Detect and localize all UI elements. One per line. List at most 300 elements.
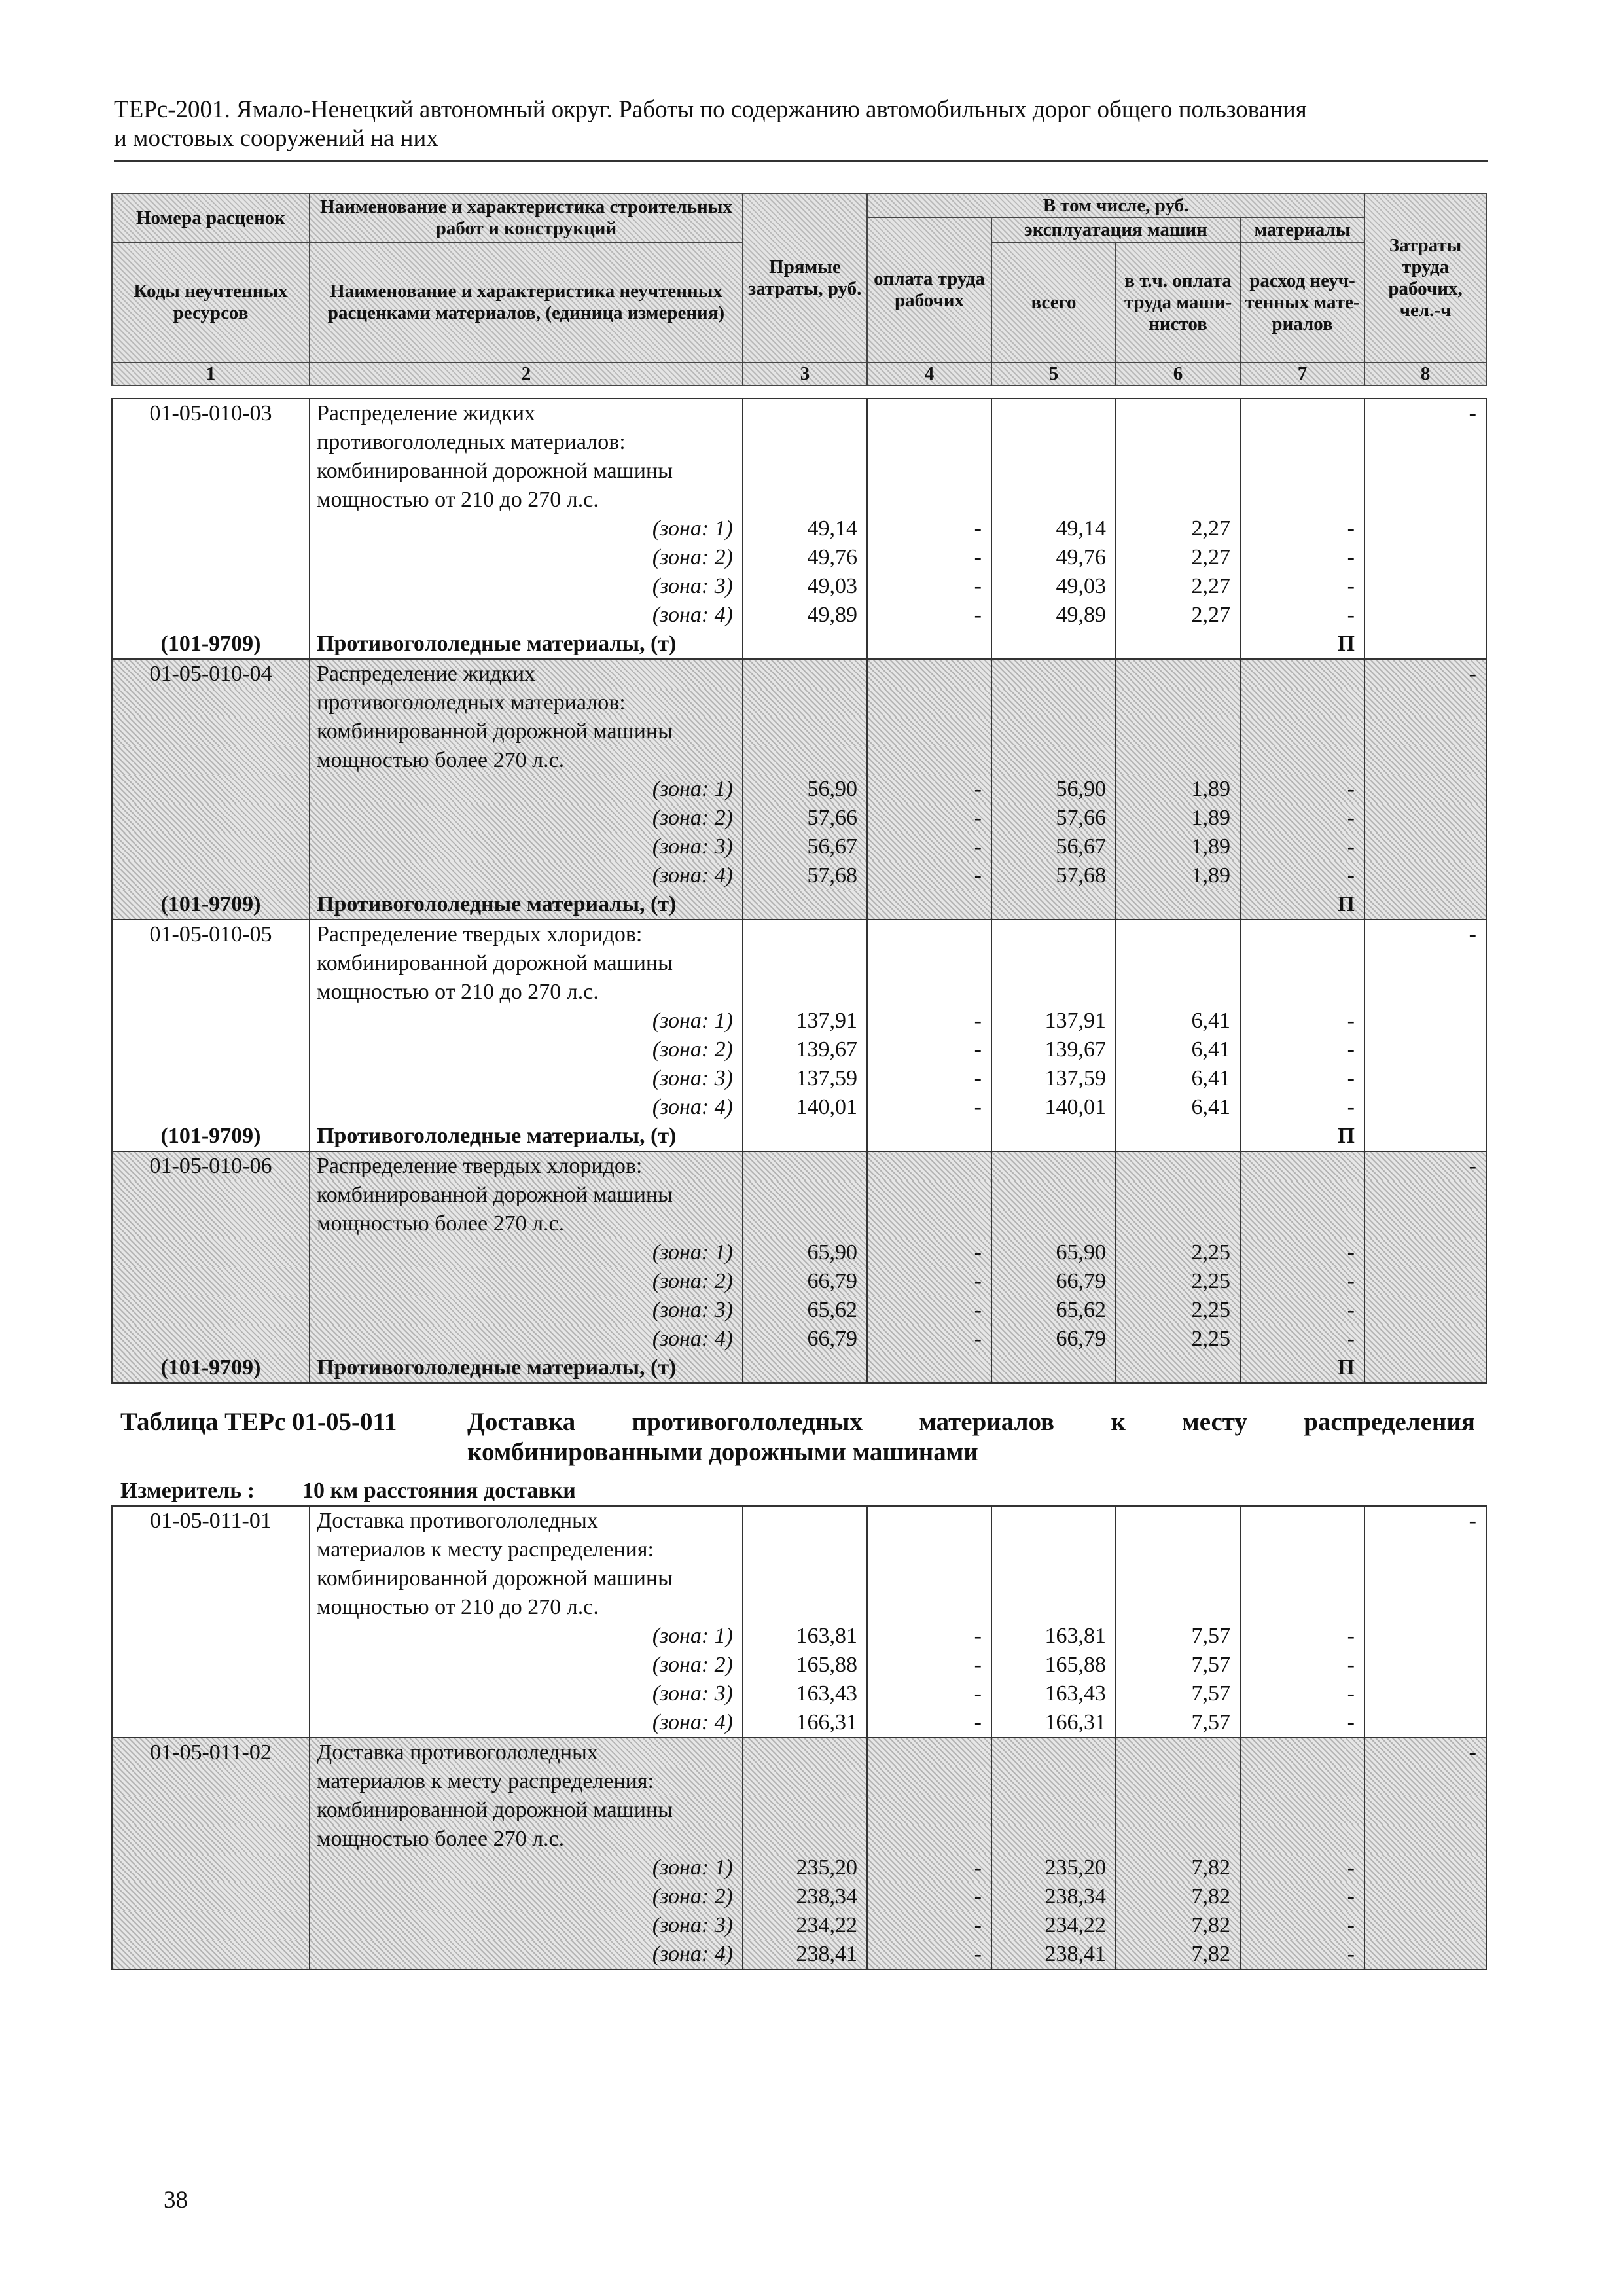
- rate-description: материалов к месту распределения:: [310, 1535, 743, 1564]
- rate-description: мощностью более 270 л.с.: [310, 1210, 743, 1238]
- rate-code: 01-05-010-06: [112, 1151, 310, 1181]
- machinists-wage: 2,25: [1116, 1325, 1240, 1354]
- rate-description: комбинированной дорожной машины: [310, 1181, 743, 1210]
- workers-wage: -: [867, 1708, 991, 1738]
- empty-cell: [743, 920, 867, 949]
- empty-cell: [112, 717, 310, 746]
- empty-cell: [867, 1506, 991, 1535]
- empty-cell: [112, 1679, 310, 1708]
- table-row: [112, 1210, 1486, 1238]
- machinists-wage: 2,27: [1116, 601, 1240, 630]
- empty-cell: [991, 949, 1116, 978]
- rate-description: мощностью более 270 л.с.: [310, 746, 743, 775]
- empty-cell: [991, 717, 1116, 746]
- empty-cell: [1364, 1325, 1486, 1354]
- machines-total: 163,43: [991, 1679, 1116, 1708]
- empty-cell: [1364, 428, 1486, 457]
- empty-cell: [867, 1151, 991, 1181]
- empty-cell: [112, 1210, 310, 1238]
- empty-cell: [1364, 1593, 1486, 1622]
- empty-cell: [743, 457, 867, 486]
- materials: -: [1240, 1882, 1364, 1911]
- empty-cell: [112, 1093, 310, 1122]
- zone-label: (зона: 2): [310, 1267, 743, 1296]
- machines-total: 49,03: [991, 572, 1116, 601]
- empty-cell: [1364, 1825, 1486, 1854]
- empty-cell: [743, 717, 867, 746]
- empty-cell: [743, 890, 867, 920]
- empty-cell: [1240, 1593, 1364, 1622]
- empty-cell: [112, 775, 310, 804]
- empty-cell: [1116, 890, 1240, 920]
- direct-costs: 139,67: [743, 1035, 867, 1064]
- table-row: [112, 861, 1486, 890]
- empty-cell: [112, 861, 310, 890]
- table-row: [112, 1535, 1486, 1564]
- empty-cell: [867, 689, 991, 717]
- workers-wage: -: [867, 1679, 991, 1708]
- empty-cell: [112, 1825, 310, 1854]
- table-row: [112, 1911, 1486, 1940]
- empty-cell: [1240, 949, 1364, 978]
- materials: -: [1240, 1238, 1364, 1267]
- table-row: [112, 659, 1486, 689]
- empty-cell: [1116, 659, 1240, 689]
- machinists-wage: 7,57: [1116, 1622, 1240, 1651]
- materials: -: [1240, 1296, 1364, 1325]
- th-work-name: Наименование и характеристика строительных работ и конструкций: [310, 194, 743, 242]
- direct-costs: 234,22: [743, 1911, 867, 1940]
- direct-costs: 163,43: [743, 1679, 867, 1708]
- table-row: [112, 746, 1486, 775]
- machines-total: 137,59: [991, 1064, 1116, 1093]
- workers-wage: -: [867, 514, 991, 543]
- empty-cell: [867, 949, 991, 978]
- empty-cell: [1116, 746, 1240, 775]
- table-row: [112, 1622, 1486, 1651]
- machinists-wage: 1,89: [1116, 804, 1240, 833]
- materials: -: [1240, 1267, 1364, 1296]
- running-header-line2: и мостовых сооружений на них: [114, 125, 438, 152]
- empty-cell: [867, 978, 991, 1007]
- empty-cell: [112, 1564, 310, 1593]
- table-header: [111, 193, 1487, 386]
- table-row: [112, 1738, 1486, 1767]
- empty-cell: [112, 1007, 310, 1035]
- workers-wage: -: [867, 775, 991, 804]
- empty-cell: [1116, 1535, 1240, 1564]
- empty-cell: [1240, 486, 1364, 514]
- workers-wage: -: [867, 1035, 991, 1064]
- empty-cell: [991, 1122, 1116, 1151]
- table-row: [112, 1506, 1486, 1535]
- table-row: [112, 1796, 1486, 1825]
- resource-code: (101-9709): [112, 1122, 310, 1151]
- th-machines-total: всего: [991, 242, 1116, 363]
- empty-cell: [1240, 1181, 1364, 1210]
- empty-cell: [867, 486, 991, 514]
- zone-label: (зона: 2): [310, 804, 743, 833]
- table-row: [112, 717, 1486, 746]
- workers-wage: -: [867, 1325, 991, 1354]
- unit-line: [120, 1478, 576, 1504]
- direct-costs: 235,20: [743, 1854, 867, 1882]
- machines-total: 139,67: [991, 1035, 1116, 1064]
- empty-cell: [112, 486, 310, 514]
- empty-cell: [1364, 861, 1486, 890]
- zone-label: (зона: 4): [310, 1940, 743, 1969]
- table-row: [112, 1035, 1486, 1064]
- empty-cell: [112, 601, 310, 630]
- resource-name: Противогололедные материалы, (т): [310, 1354, 743, 1383]
- empty-cell: [1116, 717, 1240, 746]
- th-workers-wage: оплата труда рабочих: [867, 217, 991, 363]
- empty-cell: [1116, 457, 1240, 486]
- empty-cell: [991, 1564, 1116, 1593]
- empty-cell: [991, 689, 1116, 717]
- direct-costs: 165,88: [743, 1651, 867, 1679]
- empty-cell: [991, 1593, 1116, 1622]
- workers-wage: -: [867, 1093, 991, 1122]
- direct-costs: 166,31: [743, 1708, 867, 1738]
- empty-cell: [1364, 746, 1486, 775]
- empty-cell: [1240, 717, 1364, 746]
- title-word: противогололедных: [632, 1408, 863, 1436]
- table-row: [112, 601, 1486, 630]
- rate-description: мощностью от 210 до 270 л.с.: [310, 978, 743, 1007]
- empty-cell: [1364, 1093, 1486, 1122]
- machines-total: 137,91: [991, 1007, 1116, 1035]
- zone-label: (зона: 2): [310, 1035, 743, 1064]
- empty-cell: [867, 1796, 991, 1825]
- table-row: [112, 689, 1486, 717]
- machines-total: 65,90: [991, 1238, 1116, 1267]
- resource-row: [112, 1122, 1486, 1151]
- machinists-wage: 7,82: [1116, 1940, 1240, 1969]
- empty-cell: [1240, 978, 1364, 1007]
- machinists-wage: 7,82: [1116, 1911, 1240, 1940]
- direct-costs: 57,66: [743, 804, 867, 833]
- machines-total: 49,76: [991, 543, 1116, 572]
- empty-cell: [1116, 689, 1240, 717]
- empty-cell: [991, 1181, 1116, 1210]
- th-num: 5: [991, 363, 1116, 386]
- th-num: 3: [743, 363, 867, 386]
- empty-cell: [1364, 1064, 1486, 1093]
- workers-wage: -: [867, 1911, 991, 1940]
- empty-cell: [1364, 978, 1486, 1007]
- zone-label: (зона: 2): [310, 1651, 743, 1679]
- direct-costs: 137,59: [743, 1064, 867, 1093]
- resource-code: (101-9709): [112, 630, 310, 659]
- empty-cell: [112, 1767, 310, 1796]
- empty-cell: [991, 399, 1116, 428]
- empty-cell: [112, 833, 310, 861]
- resource-name: Противогололедные материалы, (т): [310, 890, 743, 920]
- direct-costs: 140,01: [743, 1093, 867, 1122]
- empty-cell: [867, 630, 991, 659]
- machines-total: 235,20: [991, 1854, 1116, 1882]
- empty-cell: [112, 1940, 310, 1969]
- resource-mark: П: [1240, 630, 1364, 659]
- empty-cell: [1364, 890, 1486, 920]
- empty-cell: [112, 1035, 310, 1064]
- empty-cell: [1240, 1506, 1364, 1535]
- empty-cell: [991, 1738, 1116, 1767]
- table-row: [112, 978, 1486, 1007]
- empty-cell: [1240, 428, 1364, 457]
- empty-cell: [867, 890, 991, 920]
- empty-cell: [1240, 689, 1364, 717]
- empty-cell: [1116, 428, 1240, 457]
- zone-label: (зона: 3): [310, 1911, 743, 1940]
- direct-costs: 49,76: [743, 543, 867, 572]
- workers-wage: -: [867, 1651, 991, 1679]
- table-row: [112, 1325, 1486, 1354]
- empty-cell: [1240, 399, 1364, 428]
- rate-description: противогололедных материалов:: [310, 689, 743, 717]
- resource-row: [112, 1354, 1486, 1383]
- table-row: [112, 1593, 1486, 1622]
- empty-cell: [1364, 1267, 1486, 1296]
- table-row: [112, 543, 1486, 572]
- machinists-wage: 6,41: [1116, 1035, 1240, 1064]
- empty-cell: [1364, 1122, 1486, 1151]
- machines-total: 66,79: [991, 1325, 1116, 1354]
- empty-cell: [991, 1767, 1116, 1796]
- direct-costs: 49,03: [743, 572, 867, 601]
- empty-cell: [1240, 1535, 1364, 1564]
- empty-cell: [1364, 1007, 1486, 1035]
- rate-description: мощностью от 210 до 270 л.с.: [310, 486, 743, 514]
- rate-code: 01-05-010-05: [112, 920, 310, 949]
- direct-costs: 66,79: [743, 1325, 867, 1354]
- empty-cell: [1364, 689, 1486, 717]
- materials: -: [1240, 1679, 1364, 1708]
- rate-description: мощностью от 210 до 270 л.с.: [310, 1593, 743, 1622]
- empty-cell: [743, 1825, 867, 1854]
- empty-cell: [1116, 486, 1240, 514]
- workers-wage: -: [867, 1622, 991, 1651]
- machinists-wage: 7,57: [1116, 1651, 1240, 1679]
- empty-cell: [1364, 1564, 1486, 1593]
- empty-cell: [112, 457, 310, 486]
- labor-costs: -: [1364, 1738, 1486, 1767]
- th-num: 6: [1116, 363, 1240, 386]
- th-machinists-wage: в т.ч. оплата труда маши-нистов: [1116, 242, 1240, 363]
- empty-cell: [991, 1210, 1116, 1238]
- empty-cell: [743, 1796, 867, 1825]
- materials: -: [1240, 833, 1364, 861]
- materials: -: [1240, 1622, 1364, 1651]
- workers-wage: -: [867, 861, 991, 890]
- table-011-number: Таблица ТЕРс 01-05-011: [120, 1408, 397, 1436]
- machinists-wage: 7,57: [1116, 1708, 1240, 1738]
- direct-costs: 66,79: [743, 1267, 867, 1296]
- empty-cell: [1240, 1151, 1364, 1181]
- rate-description: Распределение твердых хлоридов:: [310, 1151, 743, 1181]
- materials: -: [1240, 1093, 1364, 1122]
- empty-cell: [867, 659, 991, 689]
- materials: -: [1240, 543, 1364, 572]
- direct-costs: 163,81: [743, 1622, 867, 1651]
- materials: -: [1240, 601, 1364, 630]
- empty-cell: [743, 1354, 867, 1383]
- table-011-name: [467, 1407, 1475, 1467]
- empty-cell: [1116, 1210, 1240, 1238]
- rate-code: 01-05-010-04: [112, 659, 310, 689]
- empty-cell: [1364, 1854, 1486, 1882]
- resource-code: (101-9709): [112, 890, 310, 920]
- machinists-wage: 2,25: [1116, 1267, 1240, 1296]
- table-row: [112, 1181, 1486, 1210]
- empty-cell: [1364, 1535, 1486, 1564]
- materials: -: [1240, 1035, 1364, 1064]
- empty-cell: [112, 572, 310, 601]
- zone-label: (зона: 1): [310, 775, 743, 804]
- machines-total: 140,01: [991, 1093, 1116, 1122]
- th-machines-group: эксплуатация машин: [991, 217, 1240, 242]
- table-row: [112, 1238, 1486, 1267]
- empty-cell: [991, 890, 1116, 920]
- materials: -: [1240, 775, 1364, 804]
- workers-wage: -: [867, 572, 991, 601]
- empty-cell: [991, 920, 1116, 949]
- empty-cell: [1116, 630, 1240, 659]
- machines-total: 56,67: [991, 833, 1116, 861]
- machines-total: 165,88: [991, 1651, 1116, 1679]
- machinists-wage: 6,41: [1116, 1007, 1240, 1035]
- th-unaccounted-materials: расход неуч-тенных мате-риалов: [1240, 242, 1364, 363]
- empty-cell: [743, 1122, 867, 1151]
- zone-label: (зона: 3): [310, 1679, 743, 1708]
- machinists-wage: 1,89: [1116, 775, 1240, 804]
- machinists-wage: 2,25: [1116, 1296, 1240, 1325]
- rate-description: Распределение жидких: [310, 399, 743, 428]
- zone-label: (зона: 4): [310, 1325, 743, 1354]
- empty-cell: [867, 457, 991, 486]
- rate-description: комбинированной дорожной машины: [310, 949, 743, 978]
- title-word: материалов: [919, 1408, 1055, 1436]
- rates-table-011: [111, 1505, 1487, 1970]
- table-row: [112, 1825, 1486, 1854]
- empty-cell: [991, 978, 1116, 1007]
- table-row: [112, 1064, 1486, 1093]
- empty-cell: [991, 746, 1116, 775]
- empty-cell: [1116, 1767, 1240, 1796]
- empty-cell: [867, 1210, 991, 1238]
- resource-code: (101-9709): [112, 1354, 310, 1383]
- empty-cell: [112, 1882, 310, 1911]
- labor-costs: -: [1364, 1506, 1486, 1535]
- zone-label: (зона: 2): [310, 543, 743, 572]
- machines-total: 49,14: [991, 514, 1116, 543]
- empty-cell: [1116, 1181, 1240, 1210]
- zone-label: (зона: 4): [310, 1708, 743, 1738]
- empty-cell: [867, 1564, 991, 1593]
- empty-cell: [1116, 1796, 1240, 1825]
- workers-wage: -: [867, 1267, 991, 1296]
- machines-total: 66,79: [991, 1267, 1116, 1296]
- zone-label: (зона: 4): [310, 601, 743, 630]
- table-row: [112, 775, 1486, 804]
- labor-costs: -: [1364, 399, 1486, 428]
- empty-cell: [1364, 775, 1486, 804]
- empty-cell: [1364, 717, 1486, 746]
- table-row: [112, 1296, 1486, 1325]
- machines-total: 57,66: [991, 804, 1116, 833]
- empty-cell: [991, 457, 1116, 486]
- empty-cell: [991, 1796, 1116, 1825]
- empty-cell: [743, 1593, 867, 1622]
- materials: -: [1240, 1708, 1364, 1738]
- th-num: 2: [310, 363, 743, 386]
- empty-cell: [1116, 1564, 1240, 1593]
- machines-total: 163,81: [991, 1622, 1116, 1651]
- direct-costs: 137,91: [743, 1007, 867, 1035]
- direct-costs: 56,90: [743, 775, 867, 804]
- empty-cell: [991, 659, 1116, 689]
- materials: -: [1240, 804, 1364, 833]
- machinists-wage: 6,41: [1116, 1093, 1240, 1122]
- empty-cell: [867, 1535, 991, 1564]
- table-row: [112, 486, 1486, 514]
- table-row: [112, 949, 1486, 978]
- machinists-wage: 7,57: [1116, 1679, 1240, 1708]
- table-row: [112, 1679, 1486, 1708]
- empty-cell: [1364, 1181, 1486, 1210]
- machinists-wage: 7,82: [1116, 1882, 1240, 1911]
- table-row: [112, 399, 1486, 428]
- empty-cell: [1116, 1151, 1240, 1181]
- empty-cell: [1116, 1354, 1240, 1383]
- empty-cell: [867, 428, 991, 457]
- empty-cell: [1364, 457, 1486, 486]
- machinists-wage: 2,27: [1116, 543, 1240, 572]
- machinists-wage: 2,27: [1116, 572, 1240, 601]
- materials: -: [1240, 1911, 1364, 1940]
- empty-cell: [1240, 1767, 1364, 1796]
- workers-wage: -: [867, 1064, 991, 1093]
- materials: -: [1240, 572, 1364, 601]
- table-row: [112, 920, 1486, 949]
- zone-label: (зона: 3): [310, 572, 743, 601]
- machinists-wage: 2,27: [1116, 514, 1240, 543]
- empty-cell: [1240, 1210, 1364, 1238]
- zone-label: (зона: 2): [310, 1882, 743, 1911]
- title-word: к: [1111, 1408, 1126, 1436]
- title-word: Доставка: [467, 1408, 576, 1436]
- th-including: В том числе, руб.: [867, 194, 1364, 217]
- empty-cell: [867, 399, 991, 428]
- th-column-numbers: [112, 363, 1486, 386]
- rate-description: комбинированной дорожной машины: [310, 1564, 743, 1593]
- rate-code: 01-05-011-02: [112, 1738, 310, 1767]
- empty-cell: [112, 1651, 310, 1679]
- rate-code: 01-05-011-01: [112, 1506, 310, 1535]
- resource-row: [112, 630, 1486, 659]
- machines-total: 56,90: [991, 775, 1116, 804]
- empty-cell: [112, 949, 310, 978]
- empty-cell: [1364, 543, 1486, 572]
- empty-cell: [743, 746, 867, 775]
- th-num: 8: [1364, 363, 1486, 386]
- rate-description: Доставка противогололедных: [310, 1738, 743, 1767]
- empty-cell: [743, 659, 867, 689]
- empty-cell: [743, 949, 867, 978]
- empty-cell: [112, 1238, 310, 1267]
- zone-label: (зона: 1): [310, 1622, 743, 1651]
